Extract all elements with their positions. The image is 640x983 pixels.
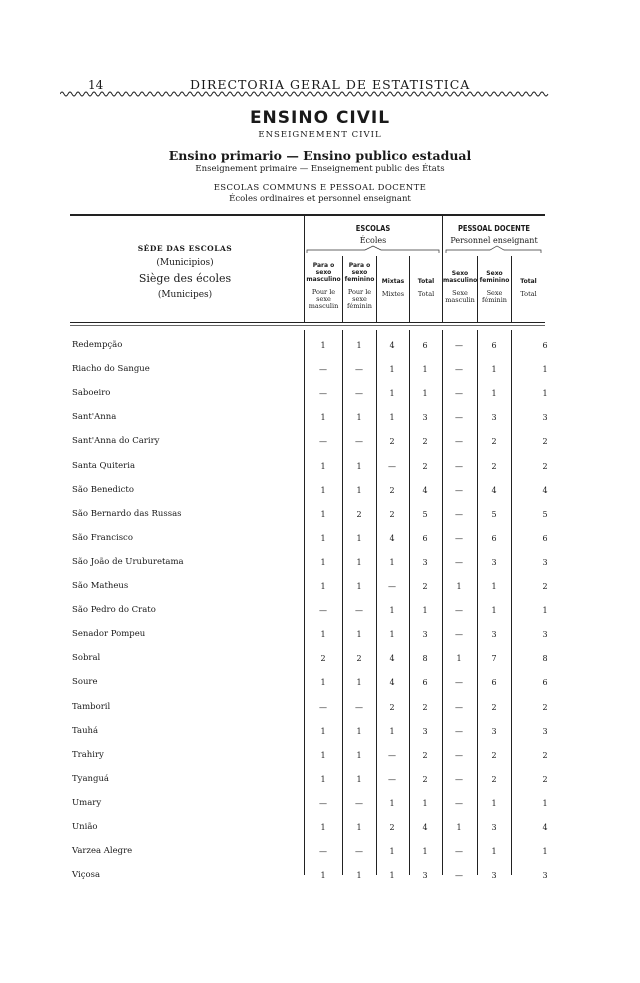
table-cell: 1: [389, 799, 395, 808]
table-cell: 6: [422, 678, 428, 687]
main-title: ENSINO CIVIL: [249, 108, 391, 128]
table-cell: —: [319, 606, 327, 615]
table-cell: 1: [422, 799, 428, 808]
table-cell: 1: [356, 341, 362, 350]
table-cell: 1: [320, 413, 326, 422]
table-cell: —: [319, 799, 327, 808]
table-cell: 8: [542, 654, 548, 663]
table-cell: 2: [422, 703, 428, 712]
col-header: Sexo masculino Sexe masculin: [443, 270, 478, 304]
table-cell: 1: [356, 582, 362, 591]
col-header: Total Total: [520, 278, 537, 298]
table-cell: —: [355, 703, 363, 712]
table-cell: —: [455, 510, 463, 519]
table-cell: 3: [422, 727, 428, 736]
table-cell: —: [455, 365, 463, 374]
table-cell: 2: [542, 703, 548, 712]
table-cell: —: [355, 606, 363, 615]
table-cell: —: [455, 630, 463, 639]
table-cell: 1: [389, 606, 395, 615]
table-cell: —: [319, 389, 327, 398]
municipio-name: São Matheus: [72, 581, 129, 591]
table-top-rule: [70, 214, 545, 216]
vrule: [442, 330, 443, 875]
table-cell: 1: [389, 847, 395, 856]
table-cell: —: [319, 437, 327, 446]
municipio-name: Viçosa: [72, 870, 101, 880]
table-cell: 1: [320, 751, 326, 760]
table-cell: 1: [320, 678, 326, 687]
table-cell: 1: [320, 462, 326, 471]
table-cell: 3: [491, 727, 497, 736]
table-cell: 1: [456, 654, 462, 663]
municipio-name: Tamboril: [72, 702, 111, 712]
row-header-pt-sub: (Municipios): [156, 258, 214, 268]
table-cell: 1: [491, 365, 497, 374]
table-cell: 2: [320, 654, 326, 663]
table-cell: 6: [491, 341, 497, 350]
table-cell: 1: [320, 558, 326, 567]
table-cell: —: [355, 847, 363, 856]
table-cell: 2: [389, 510, 395, 519]
municipio-name: Varzea Alegre: [72, 846, 133, 856]
page-number: 14: [88, 78, 104, 92]
table-cell: —: [455, 437, 463, 446]
table-cell: 2: [422, 462, 428, 471]
vrule: [511, 330, 512, 875]
vrule: [477, 330, 478, 875]
table-cell: 1: [456, 823, 462, 832]
table-cell: 3: [542, 630, 548, 639]
table-cell: —: [455, 606, 463, 615]
municipio-name: Sobral: [72, 653, 101, 663]
table-cell: 1: [422, 389, 428, 398]
vrule: [376, 330, 377, 875]
table-cell: —: [455, 703, 463, 712]
row-header-fr: Siège des écoles: [138, 272, 232, 285]
municipio-name: São João de Uruburetama: [72, 557, 184, 567]
table-cell: 4: [389, 678, 395, 687]
table-cell: 3: [542, 413, 548, 422]
table-cell: 2: [389, 823, 395, 832]
sub-title-fr: Écoles ordinaires et personnel enseignant: [229, 194, 411, 204]
table-cell: —: [388, 751, 396, 760]
table-cell: 1: [356, 534, 362, 543]
table-cell: 1: [320, 510, 326, 519]
table-cell: 4: [422, 823, 428, 832]
table-cell: 6: [422, 341, 428, 350]
vrule: [342, 330, 343, 875]
table-cell: —: [319, 703, 327, 712]
municipio-name: Sant'Anna: [72, 412, 117, 422]
table-cell: 3: [422, 871, 428, 880]
table-cell: —: [355, 389, 363, 398]
table-cell: 1: [422, 847, 428, 856]
table-cell: 3: [491, 630, 497, 639]
table-cell: 1: [356, 558, 362, 567]
table-cell: 3: [491, 413, 497, 422]
table-cell: 1: [389, 558, 395, 567]
table-cell: —: [455, 558, 463, 567]
table-cell: 6: [491, 678, 497, 687]
row-header-pt: SÉDE DAS ESCOLAS: [137, 244, 233, 253]
row-header-fr-sub: (Municipes): [157, 290, 213, 300]
group-pessoal: PESSOAL DOCENTE: [457, 224, 531, 233]
table-cell: 6: [542, 341, 548, 350]
table-cell: 2: [356, 510, 362, 519]
table-cell: 1: [389, 389, 395, 398]
group-pessoal-fr: Personnel enseignant: [450, 236, 538, 245]
col-header: Sexo feminino Sexe féminin: [479, 270, 510, 304]
table-cell: 3: [491, 558, 497, 567]
table-cell: 1: [491, 606, 497, 615]
table-cell: 1: [356, 678, 362, 687]
running-title: DIRECTORIA GERAL DE ESTATISTICA: [190, 77, 471, 92]
municipio-name: São Pedro do Crato: [72, 605, 156, 615]
municipio-name: Saboeiro: [72, 388, 111, 398]
table-cell: 1: [356, 486, 362, 495]
vrule: [409, 330, 410, 875]
table-cell: —: [455, 847, 463, 856]
table-cell: 3: [422, 413, 428, 422]
table-cell: 5: [542, 510, 548, 519]
table-cell: 3: [422, 630, 428, 639]
municipio-name: Tyanguá: [72, 774, 109, 784]
table-cell: 2: [422, 582, 428, 591]
table-cell: —: [455, 486, 463, 495]
table-cell: 1: [491, 582, 497, 591]
table-cell: —: [455, 413, 463, 422]
table-cell: 3: [491, 871, 497, 880]
table-cell: 6: [422, 534, 428, 543]
table-cell: 2: [422, 437, 428, 446]
municipio-name: Riacho do Sangue: [72, 364, 150, 374]
table-cell: 1: [356, 775, 362, 784]
table-cell: 1: [389, 871, 395, 880]
table-cell: 2: [542, 775, 548, 784]
table-cell: —: [388, 775, 396, 784]
table-cell: 1: [491, 799, 497, 808]
table-cell: 1: [320, 630, 326, 639]
table-cell: 1: [356, 462, 362, 471]
table-cell: 5: [422, 510, 428, 519]
municipio-name: Trahiry: [72, 750, 104, 760]
table-cell: 1: [422, 365, 428, 374]
municipio-name: São Benedicto: [72, 485, 134, 495]
table-cell: 8: [422, 654, 428, 663]
table-cell: —: [355, 365, 363, 374]
table-cell: —: [455, 462, 463, 471]
table-cell: —: [455, 678, 463, 687]
table-cell: 1: [320, 534, 326, 543]
table-cell: —: [355, 437, 363, 446]
table-cell: —: [455, 871, 463, 880]
table-cell: 5: [491, 510, 497, 519]
group-escolas-fr: Écoles: [359, 236, 387, 245]
table-cell: —: [455, 534, 463, 543]
col-header: Para o sexo feminino Pour le sexe féminin: [344, 262, 375, 310]
table-cell: 1: [320, 871, 326, 880]
municipio-name: Sant'Anna do Cariry: [72, 436, 160, 446]
wavy-rule: [60, 90, 550, 98]
table-cell: 1: [320, 775, 326, 784]
municipio-name: Tauhá: [72, 726, 99, 736]
table-cell: 2: [542, 437, 548, 446]
table-cell: 1: [320, 727, 326, 736]
table-cell: 3: [542, 871, 548, 880]
main-title-fr: ENSEIGNEMENT CIVIL: [258, 130, 382, 140]
table-cell: 1: [320, 486, 326, 495]
table-cell: —: [455, 799, 463, 808]
municipio-name: Senador Pompeu: [72, 629, 146, 639]
group-escolas: ESCOLAS: [355, 224, 391, 233]
table-cell: 1: [320, 823, 326, 832]
table-cell: —: [388, 582, 396, 591]
table-cell: 2: [491, 703, 497, 712]
table-cell: 2: [389, 703, 395, 712]
table-cell: 1: [542, 847, 548, 856]
table-cell: 4: [389, 534, 395, 543]
section-title: Ensino primario — Ensino publico estadual: [168, 148, 472, 163]
header-bottom-rule: [70, 322, 545, 323]
table-cell: 6: [542, 678, 548, 687]
table-cell: —: [455, 727, 463, 736]
table-cell: —: [319, 365, 327, 374]
municipio-name: Santa Quiteria: [72, 461, 136, 471]
table-cell: —: [455, 751, 463, 760]
table-cell: 1: [542, 365, 548, 374]
col-header: Mixtas Mixtes: [381, 278, 405, 298]
col-header: Total Total: [417, 278, 435, 298]
table-cell: —: [388, 462, 396, 471]
table-cell: —: [455, 775, 463, 784]
table-cell: 2: [491, 775, 497, 784]
col-header: Para o sexo masculino Pour le sexe masculin: [306, 262, 341, 310]
table-cell: 4: [542, 823, 548, 832]
table-cell: 3: [491, 823, 497, 832]
table-cell: 1: [389, 365, 395, 374]
group-braces: [305, 245, 545, 255]
table-cell: 1: [320, 582, 326, 591]
sub-title: ESCOLAS COMMUNS E PESSOAL DOCENTE: [213, 183, 427, 193]
table-cell: 1: [356, 823, 362, 832]
municipio-name: São Francisco: [72, 533, 133, 543]
table-cell: 4: [542, 486, 548, 495]
section-title-fr: Enseignement primaire — Enseignement public des États: [195, 164, 445, 174]
table-cell: 2: [542, 751, 548, 760]
table-cell: 4: [389, 341, 395, 350]
table-cell: 1: [356, 630, 362, 639]
table-cell: 2: [389, 437, 395, 446]
table-cell: 4: [491, 486, 497, 495]
table-cell: 6: [491, 534, 497, 543]
table-cell: 3: [542, 558, 548, 567]
table-cell: 4: [389, 654, 395, 663]
table-cell: 3: [542, 727, 548, 736]
table-cell: 3: [422, 558, 428, 567]
table-cell: 1: [456, 582, 462, 591]
table-cell: 2: [491, 437, 497, 446]
vrule: [442, 214, 443, 322]
municipio-name: União: [72, 822, 98, 832]
table-cell: 1: [389, 413, 395, 422]
table-cell: 2: [356, 654, 362, 663]
table-cell: 2: [491, 751, 497, 760]
municipio-name: Soure: [72, 677, 98, 687]
municipio-name: São Bernardo das Russas: [72, 509, 182, 519]
table-cell: 1: [320, 341, 326, 350]
table-cell: 4: [422, 486, 428, 495]
table-cell: 1: [542, 606, 548, 615]
table-cell: 2: [389, 486, 395, 495]
table-cell: 1: [422, 606, 428, 615]
table-cell: 1: [491, 847, 497, 856]
table-cell: 2: [542, 582, 548, 591]
municipio-name: Umary: [72, 798, 102, 808]
table-cell: 1: [491, 389, 497, 398]
table-cell: 2: [542, 462, 548, 471]
table-cell: —: [355, 799, 363, 808]
table-cell: 1: [356, 871, 362, 880]
table-cell: —: [319, 847, 327, 856]
table-cell: 7: [491, 654, 497, 663]
header-bottom-rule-2: [70, 325, 545, 326]
table-cell: 2: [422, 751, 428, 760]
table-cell: 1: [356, 751, 362, 760]
table-cell: 1: [356, 727, 362, 736]
table-cell: —: [455, 341, 463, 350]
table-cell: 2: [491, 462, 497, 471]
table-cell: 6: [542, 534, 548, 543]
table-cell: 1: [389, 727, 395, 736]
table-cell: 1: [389, 630, 395, 639]
table-cell: 1: [542, 389, 548, 398]
municipio-name: Redempção: [72, 340, 123, 350]
table-cell: 1: [356, 413, 362, 422]
table-cell: 1: [542, 799, 548, 808]
table-cell: 2: [422, 775, 428, 784]
table-cell: —: [455, 389, 463, 398]
vrule: [304, 330, 305, 875]
